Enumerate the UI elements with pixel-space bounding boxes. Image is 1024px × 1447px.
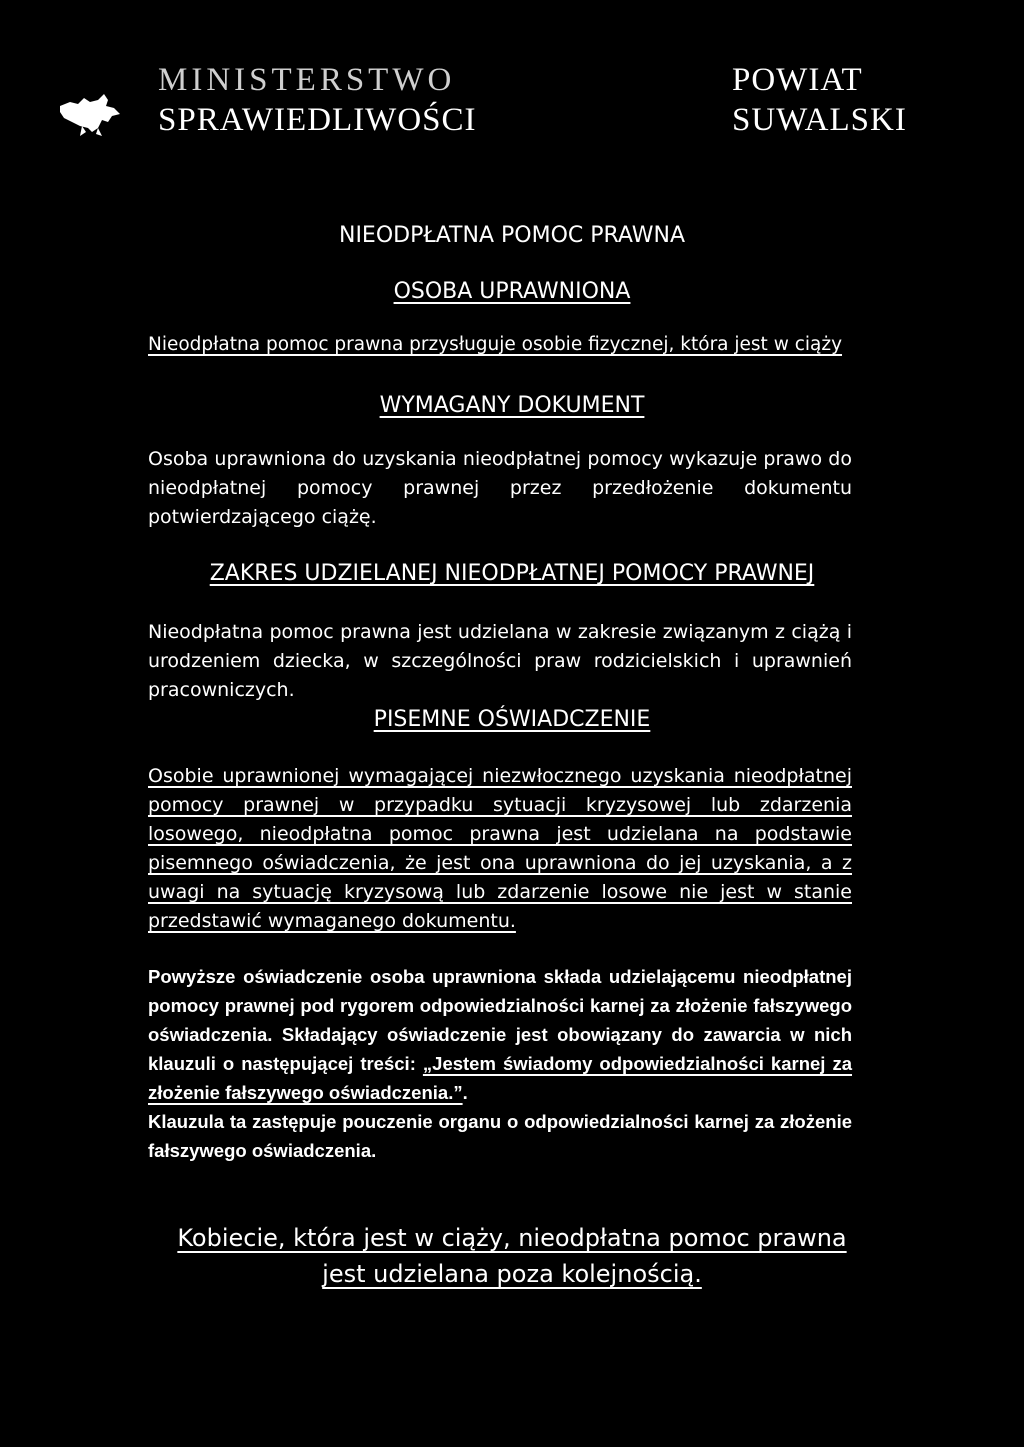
eagle-emblem-icon [58,92,132,138]
scope-heading-text: ZAKRES UDZIELANEJ NIEODPŁATNEJ POMOCY PRAWNEJ [209,561,815,586]
statement-clause-end: . [462,1082,468,1103]
final-note-line-2: jest udzielana poza kolejnością. [322,1260,702,1288]
entitled-heading [0,278,1024,306]
document-heading [0,392,1024,420]
document-heading-text: WYMAGANY DOKUMENT [379,393,645,418]
ministry-name [158,60,477,140]
statement-outro: Klauzula ta zastępuje pouczenie organu o odpowiedzialności karnej za złożenie fałszywego oświadczenia. [148,1111,852,1161]
document-text: Osoba uprawniona do uzyskania nieodpłatnej pomocy wykazuje prawo do nieodpłatnej pomocy prawnej przez przedłożenie dokumentu potwierdzającego ciążę. [148,448,852,528]
statement-heading [0,706,1024,734]
county-line-2: SUWALSKI [732,102,907,138]
scope-text: Nieodpłatna pomoc prawna jest udzielana w zakresie związanym z ciążą i urodzeniem dziecka, w szczególności praw rodzicielskich i uprawnień pracowniczych. [148,621,852,701]
final-note [0,1220,1024,1292]
statement-legal-block [148,962,852,1165]
statement-clause: „Jestem świadomy odpowiedzialności karnej za złożenie fałszywego oświadczenia.” [148,1053,853,1103]
statement-intro: Powyższe oświadczenie osoba uprawniona składa udzielającemu nieodpłatnej pomocy prawnej pod rygorem odpowiedzialności karnej za złożenie fałszywego oświadczenia. Składający oświadczenie jest obowiązany do zawarcia w nich klauzuli o następującej treści: [148,966,852,1074]
ministry-line-2: SPRAWIEDLIWOŚCI [158,102,477,138]
county-name [732,60,907,140]
statement-text: Osobie uprawnionej wymagającej niezwłocznego uzyskania nieodpłatnej pomocy prawnej w przypadku sytuacji kryzysowej lub zdarzenia losowego, nieodpłatna pomoc prawna jest udzielana na podstawie pisemnego oświadczenia, że jest ona uprawniona do jej uzyskania, a z uwagi na sytuację kryzysową lub zdarzenie losowe nie jest w stanie przedstawić wymaganego dokumentu. [148,765,852,932]
ministry-line-1: MINISTERSTWO [158,62,456,98]
county-line-1: POWIAT [732,62,863,98]
final-note-line-1: Kobiecie, która jest w ciąży, nieodpłatna pomoc prawna [177,1224,847,1252]
entitled-heading-text: OSOBA UPRAWNIONA [393,279,631,304]
entitled-text: Nieodpłatna pomoc prawna przysługuje osobie fizycznej, która jest w ciąży [148,334,843,355]
scope-heading [0,560,1024,588]
document-title: NIEODPŁATNA POMOC PRAWNA [338,223,686,248]
statement-heading-text: PISEMNE OŚWIADCZENIE [373,707,651,732]
